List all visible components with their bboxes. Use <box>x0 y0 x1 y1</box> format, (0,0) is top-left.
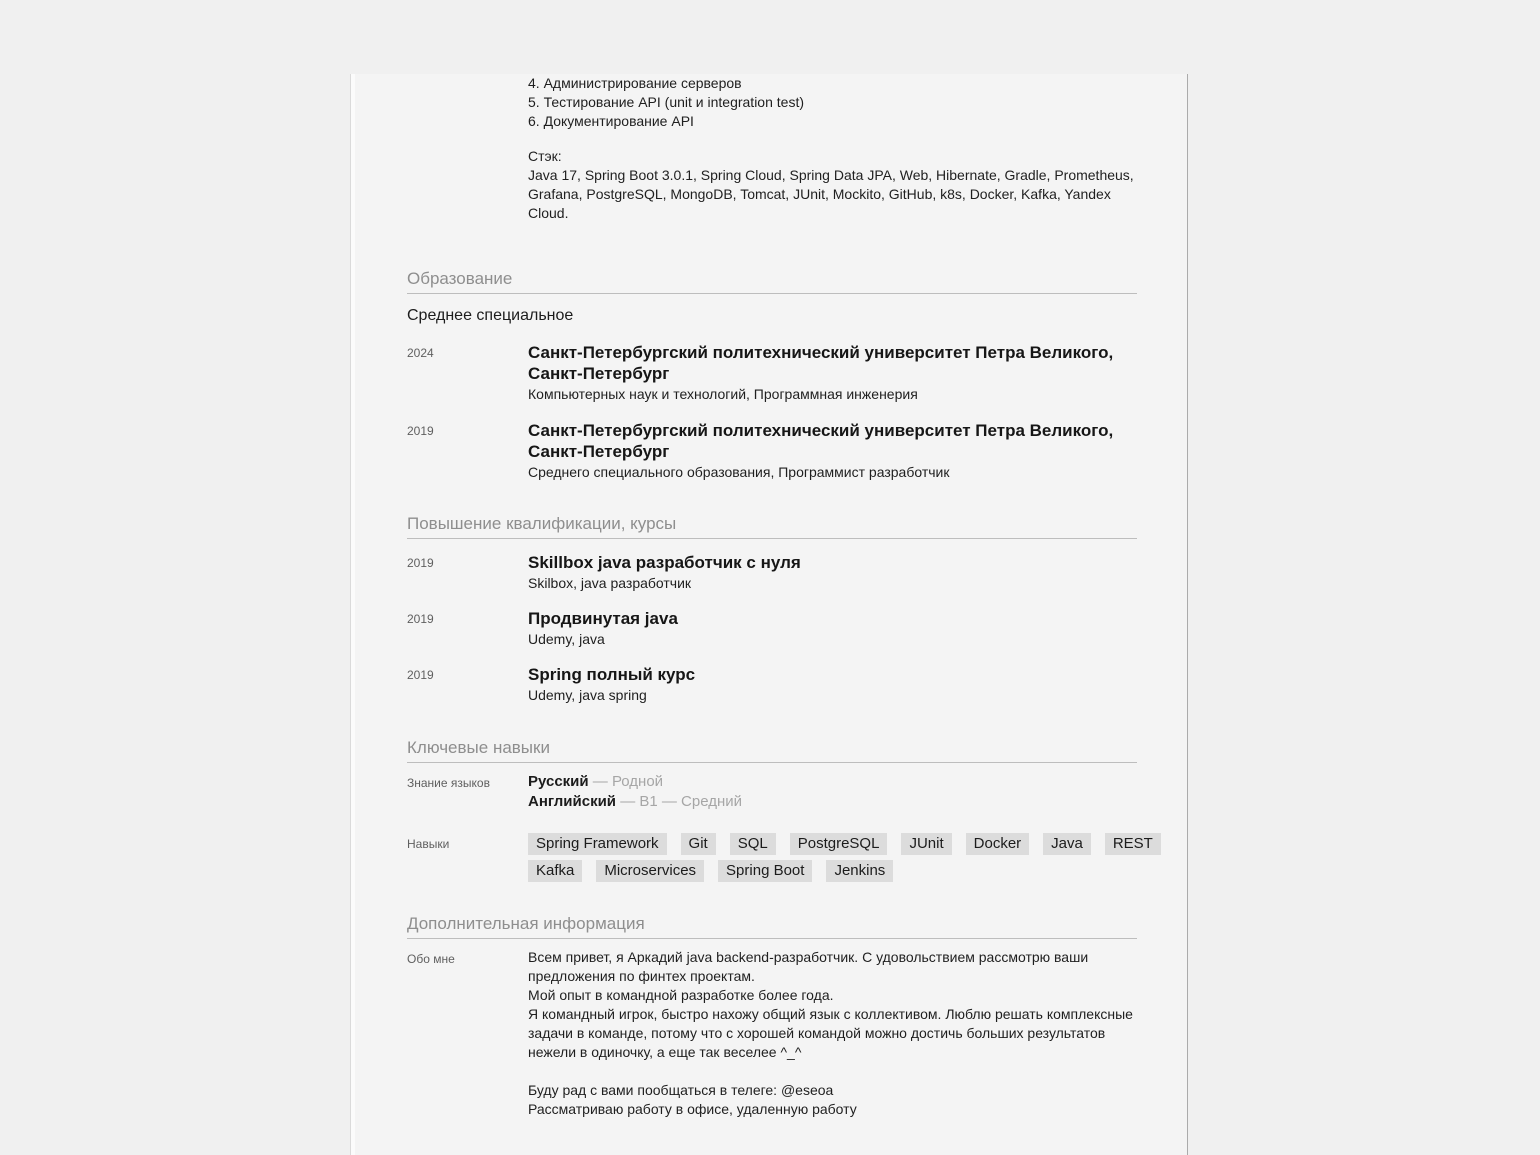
section-title-courses: Повышение квалификации, курсы <box>407 515 1137 539</box>
about-paragraph: Буду рад с вами пообщаться в телеге: @eseoa <box>528 1082 834 1098</box>
entry-year: 2019 <box>407 424 434 438</box>
duty-line: 5. Тестирование API (unit и integration test) <box>528 94 805 110</box>
skill-tag: Git <box>681 833 716 855</box>
language-level: — Родной <box>588 773 664 790</box>
skill-tag: SQL <box>730 833 776 855</box>
language-name: Английский <box>528 793 617 810</box>
entry-year: 2019 <box>407 556 434 570</box>
duty-line: 4. Администрирование серверов <box>528 75 742 91</box>
entry-subtitle: Среднего специального образования, Программист разработчик <box>528 464 950 480</box>
about-row <box>407 948 1137 1119</box>
resume-content <box>351 74 1187 1155</box>
skill-tag: Spring Boot <box>718 860 812 882</box>
language-line <box>528 792 1134 812</box>
entry-subtitle: Udemy, java <box>528 631 605 647</box>
experience-duties <box>528 74 1134 131</box>
language-name: Русский <box>528 773 589 790</box>
skill-tag: Microservices <box>596 860 704 882</box>
entry-year: 2019 <box>407 612 434 626</box>
stack-label: Стэк: <box>528 148 562 164</box>
about-paragraph: Рассматриваю работу в офисе, удаленную работу <box>528 1101 857 1117</box>
skills-label: Навыки <box>407 837 450 851</box>
about-label: Обо мне <box>407 952 455 966</box>
education-entry <box>407 420 1137 482</box>
skill-tag: Spring Framework <box>528 833 667 855</box>
entry-title: Санкт-Петербургский политехнический университет Петра Великого, Санкт-Петербург <box>528 421 1114 461</box>
entry-subtitle: Udemy, java spring <box>528 687 647 703</box>
skill-tag: JUnit <box>901 833 951 855</box>
skill-tags-line <box>528 860 1134 882</box>
entry-year: 2019 <box>407 668 434 682</box>
entry-title: Spring полный курс <box>528 665 696 684</box>
stack-text: Java 17, Spring Boot 3.0.1, Spring Cloud, Spring Data JPA, Web, Hibernate, Gradle, Prometheus, Grafana, PostgreSQL, MongoDB, Tomcat, JUnit, Mockito, GitHub, k8s, Docker, Kafka, Yandex Cloud. <box>528 167 1134 221</box>
resume-page <box>350 74 1188 1155</box>
language-line <box>528 772 1134 792</box>
entry-subtitle: Skilbox, java разработчик <box>528 575 692 591</box>
language-level: — B1 — Средний <box>616 793 743 810</box>
skill-tag: Docker <box>966 833 1030 855</box>
entry-title: Skillbox java разработчик с нуля <box>528 553 801 572</box>
about-paragraph: Всем привет, я Аркадий java backend-разработчик. С удовольствием рассмотрю ваши предложения по финтех проектам. <box>528 949 1089 984</box>
languages-row <box>407 772 1137 812</box>
section-title-education: Образование <box>407 270 1137 294</box>
about-paragraph: Мой опыт в командной разработке более года. <box>528 987 834 1003</box>
skill-tag: Jenkins <box>826 860 893 882</box>
course-entry <box>407 664 1137 705</box>
section-title-additional: Дополнительная информация <box>407 915 1137 939</box>
skill-tags-line <box>528 833 1153 855</box>
entry-year: 2024 <box>407 346 434 360</box>
education-level: Среднее специальное <box>407 307 574 324</box>
skill-tag: PostgreSQL <box>790 833 888 855</box>
section-title-skills: Ключевые навыки <box>407 739 1137 763</box>
course-entry <box>407 552 1137 593</box>
entry-title: Продвинутая java <box>528 609 678 628</box>
entry-title: Санкт-Петербургский политехнический университет Петра Великого, Санкт-Петербург <box>528 343 1114 383</box>
skill-tag: Kafka <box>528 860 582 882</box>
entry-subtitle: Компьютерных наук и технологий, Программная инженерия <box>528 386 918 402</box>
skill-tag: Java <box>1043 833 1091 855</box>
skills-row <box>407 833 1153 882</box>
duty-line: 6. Документирование API <box>528 113 694 129</box>
education-entry <box>407 342 1137 404</box>
skill-tag: REST <box>1105 833 1161 855</box>
course-entry <box>407 608 1137 649</box>
about-paragraph: Я командный игрок, быстро нахожу общий язык с коллективом. Люблю решать комплексные задачи в команде, потому что с хорошей командой можно достичь больших результатов нежели в одиночку, а еще так веселее ^_^ <box>528 1006 1133 1060</box>
languages-label: Знание языков <box>407 776 490 790</box>
